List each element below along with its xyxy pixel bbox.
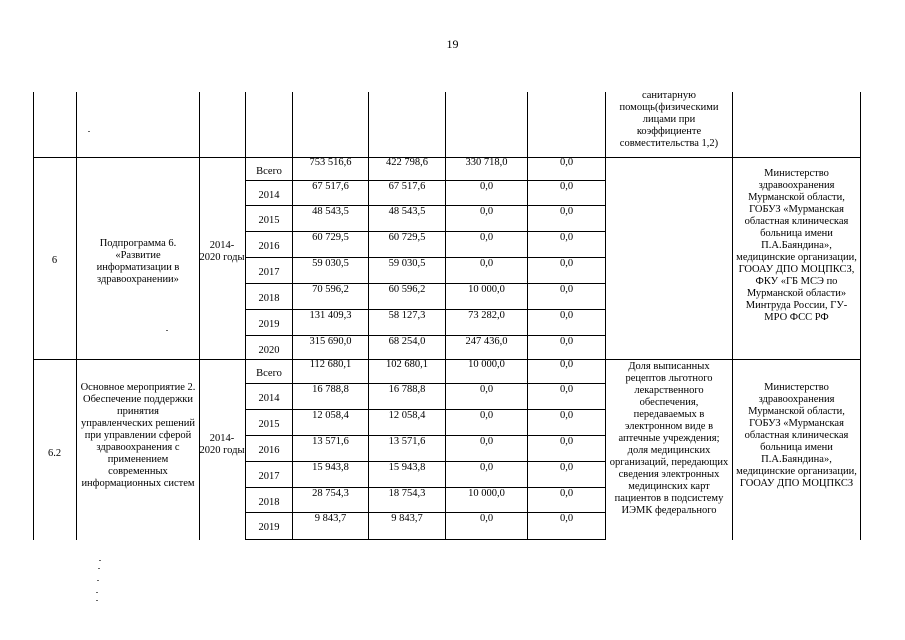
amount-cell: 28 754,3 [312,488,349,499]
year-label: 2019 [258,522,280,533]
amount-cell: 0,0 [559,359,574,370]
amount-cell: 48 543,5 [312,206,349,217]
year-label: 2014 [258,190,280,201]
row-number: 6.2 [47,448,62,459]
amount-cell: 16 788,8 [312,384,349,395]
amount-cell: 0,0 [559,310,574,321]
amount-cell: 0,0 [559,284,574,295]
amount-cell: 0,0 [479,206,494,217]
year-label: 2020 [258,345,280,356]
amount-cell: 0,0 [479,232,494,243]
scan-speck [97,580,99,581]
grid-line [860,92,861,540]
year-label: 2018 [258,497,280,508]
amount-cell: 0,0 [559,436,574,447]
amount-cell: 0,0 [479,410,494,421]
amount-cell: 0,0 [559,336,574,347]
scan-speck [96,592,98,593]
scan-speck [99,560,101,561]
year-label: Всего [256,166,282,177]
year-label: 2017 [258,267,280,278]
year-label: 2015 [258,419,280,430]
year-label: 2014 [258,393,280,404]
amount-cell: 12 058,4 [388,410,426,421]
row-number: 6 [51,255,58,266]
amount-cell: 330 718,0 [465,157,508,168]
amount-cell: 0,0 [559,157,574,168]
amount-cell: 0,0 [559,232,574,243]
row-indicator: Доля выписанных рецептов льготного лекарственного обеспечения, передаваемых в электронном виде в аптечные учреждения; доля медицинских организаций, передающих сведения электронных медицинских карт пациентов в подсистему ИЭМК федерального [609,361,729,516]
year-label: 2019 [258,319,280,330]
amount-cell: 10 000,0 [468,359,505,370]
row-period: 2014- 2020 годы [199,240,245,263]
amount-cell: 68 254,0 [388,336,426,347]
amount-cell: 247 436,0 [465,336,508,347]
amount-cell: 70 596,2 [312,284,349,295]
amount-cell: 0,0 [559,206,574,217]
grid-line [732,92,733,540]
amount-cell: 60 596,2 [388,284,426,295]
amount-cell: 9 843,7 [391,513,423,524]
amount-cell: 0,0 [559,462,574,473]
amount-cell: 753 516,6 [309,157,352,168]
amount-cell: 58 127,3 [388,310,426,321]
amount-cell: 112 680,1 [309,359,352,370]
amount-cell: 59 030,5 [312,258,349,269]
amount-cell: 18 754,3 [388,488,426,499]
amount-cell: 13 571,6 [312,436,349,447]
year-label: 2017 [258,471,280,482]
amount-cell: 102 680,1 [386,359,428,370]
amount-cell: 0,0 [559,410,574,421]
amount-cell: 12 058,4 [312,410,349,421]
scan-speck [98,568,100,569]
amount-cell: 0,0 [559,513,574,524]
amount-cell: 48 543,5 [388,206,426,217]
amount-cell: 0,0 [479,258,494,269]
indicator-text-top: санитарную помощь(физическими лицами при коэффициенте совместительства 1,2) [619,90,719,149]
grid-line [76,92,77,540]
grid-line [199,92,200,540]
year-label: 2016 [258,241,280,252]
amount-cell: 0,0 [479,436,494,447]
row-name: Подпрограмма 6. «Развитие информатизации в здравоохранении» [96,238,180,285]
amount-cell: 422 798,6 [386,157,428,168]
amount-cell: 10 000,0 [468,488,505,499]
year-label: 2016 [258,445,280,456]
amount-cell: 0,0 [559,181,574,192]
amount-cell: 0,0 [479,462,494,473]
amount-cell: 0,0 [559,258,574,269]
row-period: 2014- 2020 годы [199,433,245,456]
grid-line [245,539,605,540]
year-label: Всего [256,368,282,379]
amount-cell: 60 729,5 [312,232,349,243]
page-number: 19 [446,37,459,51]
amount-cell: 67 517,6 [312,181,349,192]
amount-cell: 0,0 [479,181,494,192]
amount-cell: 16 788,8 [388,384,426,395]
amount-cell: 315 690,0 [309,336,352,347]
amount-cell: 73 282,0 [468,310,505,321]
amount-cell: 67 517,6 [388,181,426,192]
amount-cell: 15 943,8 [388,462,426,473]
amount-cell: 15 943,8 [312,462,349,473]
amount-cell: 131 409,3 [309,310,352,321]
amount-cell: 0,0 [559,488,574,499]
row-executors: Министерство здравоохранения Мурманской области, ГОБУЗ «Мурманская областная клиническая больница имени П.А.Баяндина», медицинские организации, ГООАУ ДПО МОЦПКСЗ [736,382,857,489]
year-label: 2018 [258,293,280,304]
amount-cell: 0,0 [479,513,494,524]
amount-cell: 0,0 [559,384,574,395]
amount-cell: 13 571,6 [388,436,426,447]
amount-cell: 59 030,5 [388,258,426,269]
amount-cell: 10 000,0 [468,284,505,295]
scan-speck [96,600,98,601]
scan-speck [166,330,168,331]
amount-cell: 60 729,5 [388,232,426,243]
row-executors: Министерство здравоохранения Мурманской области, ГОБУЗ «Мурманская областная клиническая больница имени П.А.Баяндина», медицинские организации, ГООАУ ДПО МОЦПКСЗ, ФКУ «ГБ МСЭ по Мурманской области» Минтруда России, ГУ-МРО ФСС РФ [736,168,857,323]
scan-speck [88,131,90,132]
amount-cell: 0,0 [479,384,494,395]
row-name: Основное мероприятие 2. Обеспечение поддержки принятия управленческих решений при управлении сферой здравоохранения с применением современных информационных систем [80,382,196,489]
grid-line [33,92,34,540]
amount-cell: 9 843,7 [314,513,347,524]
year-label: 2015 [258,215,280,226]
grid-line [605,92,606,540]
